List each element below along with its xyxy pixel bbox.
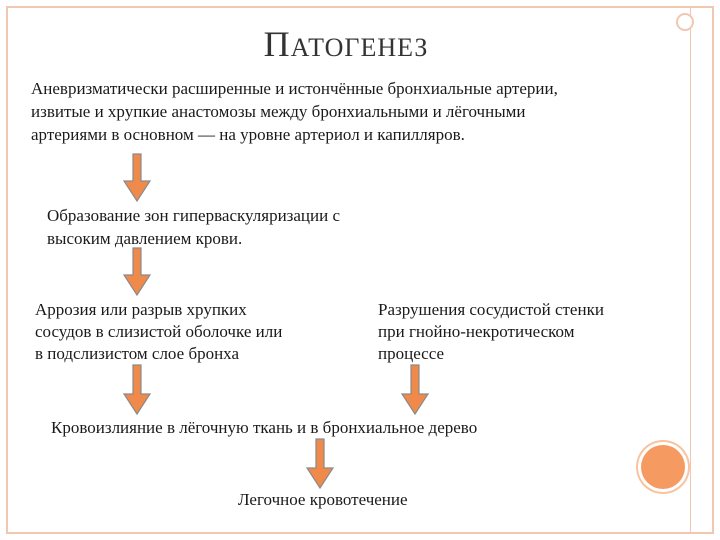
arrow-down-icon — [122, 153, 152, 203]
title-rest: АТОГЕНЕЗ — [290, 33, 429, 62]
destruction-line-1: Разрушения сосудистой стенки — [378, 300, 604, 319]
cause-line-2: извитые и хрупкие анастомозы между бронхиальными и лёгочными — [31, 102, 526, 121]
erosion-line-1: Аррозия или разрыв хрупких — [35, 300, 247, 319]
destruction-line-2: при гнойно-некротическом — [378, 322, 575, 341]
title-first-letter: П — [263, 24, 291, 64]
arrow-down-icon — [305, 438, 335, 490]
bleeding-line-1: Легочное кровотечение — [238, 490, 408, 509]
hemorrhage-line-1: Кровоизлияние в лёгочную ткань и в бронхиальное дерево — [51, 418, 478, 437]
side-rule — [690, 6, 691, 534]
erosion-line-2: сосудов в слизистой оболочке или — [35, 322, 283, 341]
zones-line-2: высоким давлением крови. — [47, 229, 243, 248]
zones-line-1: Образование зон гиперваскуляризации с — [47, 206, 341, 225]
cause-line-1: Аневризматически расширенные и истончённые бронхиальные артерии, — [31, 79, 558, 98]
orange-circle-decoration — [641, 445, 685, 489]
slide-title — [0, 24, 692, 68]
destruction-line-3: процессе — [378, 344, 445, 363]
arrow-down-icon — [122, 364, 152, 416]
erosion-line-3: в подслизистом слое бронха — [35, 344, 240, 363]
arrow-down-icon — [400, 364, 430, 416]
arrow-down-icon — [122, 247, 152, 297]
cause-line-3: артериями в основном — на уровне артериол и капилляров. — [31, 125, 465, 144]
